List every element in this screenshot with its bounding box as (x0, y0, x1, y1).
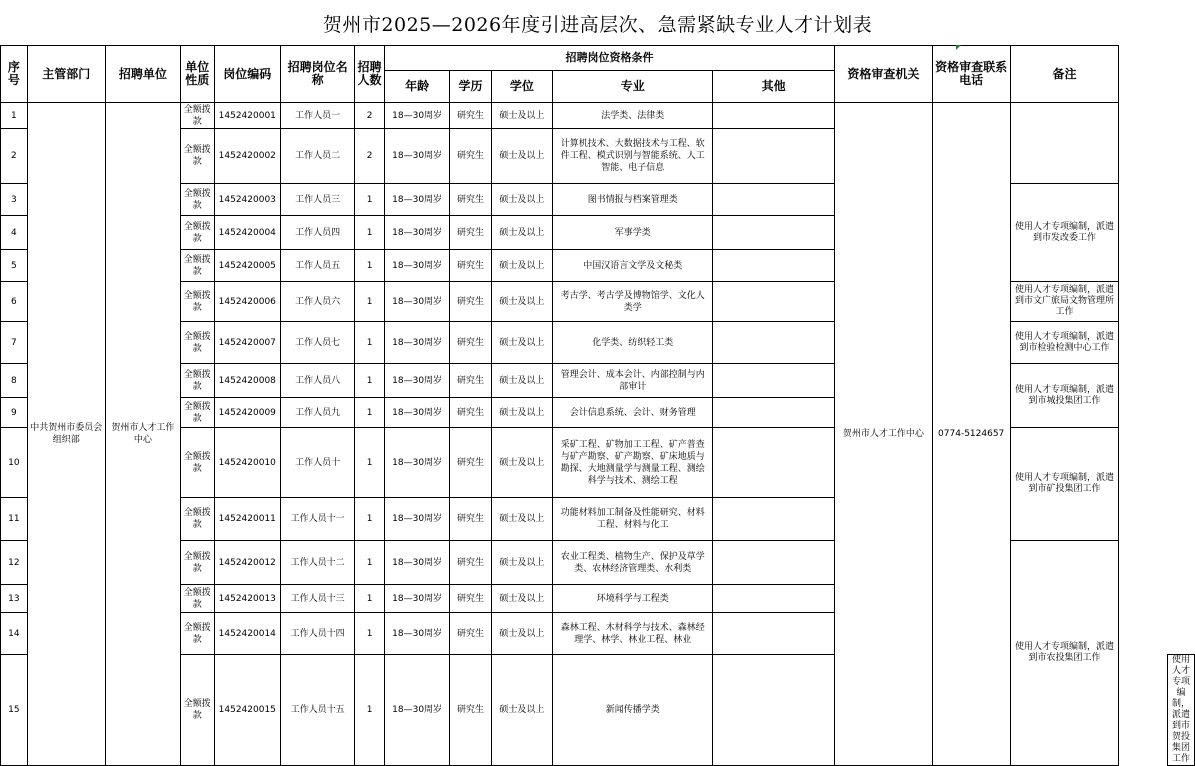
cell-major[interactable]: 化学类、纺织轻工类 (553, 322, 713, 364)
cell-nature[interactable]: 全额拨款 (181, 322, 214, 364)
cell-education[interactable]: 研究生 (450, 103, 491, 129)
cell-age[interactable]: 18—30周岁 (384, 541, 450, 585)
table-row (1, 282, 1195, 322)
cell-major[interactable]: 图书情报与档案管理类 (553, 184, 713, 216)
cell-count[interactable]: 1 (355, 498, 385, 541)
cell-other[interactable] (713, 398, 835, 428)
cell-remark[interactable]: 使用人才专项编制，派遣到市文广旅局文物管理所工作 (1010, 282, 1119, 322)
cell-nature[interactable]: 全额拨款 (181, 428, 214, 498)
cell-age[interactable]: 18—30周岁 (384, 613, 450, 655)
cell-degree[interactable]: 硕士及以上 (491, 282, 553, 322)
cell-major[interactable]: 森林工程、木材科学与技术、森林经理学、林学、林业工程、林业 (553, 613, 713, 655)
cell-code[interactable]: 1452420010 (214, 428, 280, 498)
cell-age[interactable]: 18—30周岁 (384, 498, 450, 541)
cell-other[interactable] (713, 184, 835, 216)
cell-post[interactable]: 工作人员十一 (281, 498, 355, 541)
cell-other[interactable] (713, 364, 835, 398)
cell-count[interactable]: 1 (355, 184, 385, 216)
cell-other[interactable] (713, 498, 835, 541)
cell-remark[interactable]: 使用人才专项编制，派遣到市贺投集团工作 (1168, 655, 1195, 766)
table-row (1, 322, 1195, 364)
cell-count[interactable]: 1 (355, 428, 385, 498)
cell-degree[interactable]: 硕士及以上 (491, 541, 553, 585)
cell-major[interactable]: 采矿工程、矿物加工工程、矿产普查与矿产勘察、矿产勘察、矿床地质与勘探、大地测量学与测量工程、测绘科学与技术、测绘工程 (553, 428, 713, 498)
cell-post[interactable]: 工作人员六 (281, 282, 355, 322)
cell-other[interactable] (713, 216, 835, 250)
header-other: 其他 (713, 71, 835, 103)
cell-degree[interactable]: 硕士及以上 (491, 613, 553, 655)
cell-post[interactable]: 工作人员九 (281, 398, 355, 428)
header-unit: 招聘单位 (105, 46, 180, 103)
cell-nature[interactable]: 全额拨款 (181, 613, 214, 655)
cell-code[interactable]: 1452420003 (214, 184, 280, 216)
cell-age[interactable]: 18—30周岁 (384, 103, 450, 129)
cell-age[interactable]: 18—30周岁 (384, 216, 450, 250)
cell-nature[interactable]: 全额拨款 (181, 541, 214, 585)
cell-age[interactable]: 18—30周岁 (384, 398, 450, 428)
cell-degree[interactable]: 硕士及以上 (491, 585, 553, 613)
cell-count[interactable]: 1 (355, 364, 385, 398)
header-major: 专业 (553, 71, 713, 103)
cell-code[interactable]: 1452420015 (214, 655, 280, 766)
cell-education[interactable]: 研究生 (450, 250, 491, 282)
cell-major[interactable]: 新闻传播学类 (553, 655, 713, 766)
cell-education[interactable]: 研究生 (450, 322, 491, 364)
cell-age[interactable]: 18—30周岁 (384, 428, 450, 498)
cell-age[interactable]: 18—30周岁 (384, 585, 450, 613)
cell-major[interactable]: 考古学、考古学及博物馆学、文化人类学 (553, 282, 713, 322)
cell-code[interactable]: 1452420004 (214, 216, 280, 250)
header-code: 岗位编码 (214, 46, 280, 103)
cell-count[interactable]: 1 (355, 216, 385, 250)
cell-code[interactable]: 1452420001 (214, 103, 280, 129)
cell-seq[interactable]: 14 (1, 613, 28, 655)
cell-education[interactable]: 研究生 (450, 364, 491, 398)
plan-table (0, 45, 1195, 766)
cell-other[interactable] (713, 428, 835, 498)
cell-other[interactable] (713, 322, 835, 364)
cell-other[interactable] (713, 129, 835, 184)
header-phone: 资格审查联系电话 (932, 46, 1010, 103)
blank-column (1119, 46, 1168, 103)
cell-other[interactable] (713, 585, 835, 613)
cell-age[interactable]: 18—30周岁 (384, 282, 450, 322)
cell-nature[interactable]: 全额拨款 (181, 216, 214, 250)
cell-remark[interactable]: 使用人才专项编制，派遣到市检验检测中心工作 (1010, 322, 1119, 364)
cell-phone[interactable]: 0774-5124657 (932, 103, 1010, 766)
cell-remark[interactable] (1010, 103, 1119, 184)
table-row (1, 364, 1195, 398)
header-review: 资格审查机关 (835, 46, 933, 103)
cell-count[interactable]: 2 (355, 103, 385, 129)
cell-major[interactable]: 法学类、法律类 (553, 103, 713, 129)
cell-degree[interactable]: 硕士及以上 (491, 428, 553, 498)
cell-seq[interactable]: 15 (1, 655, 28, 766)
cell-seq[interactable]: 4 (1, 216, 28, 250)
cell-nature[interactable]: 全额拨款 (181, 250, 214, 282)
cell-nature[interactable]: 全额拨款 (181, 655, 214, 766)
cell-dept[interactable]: 中共贺州市委员会组织部 (27, 103, 105, 766)
cell-degree[interactable]: 硕士及以上 (491, 322, 553, 364)
header-conditions: 招聘岗位资格条件 (384, 46, 834, 71)
cell-age[interactable]: 18—30周岁 (384, 364, 450, 398)
header-count: 招聘人数 (355, 46, 385, 103)
cell-degree[interactable]: 硕士及以上 (491, 364, 553, 398)
header-education: 学历 (450, 71, 491, 103)
cell-education[interactable]: 研究生 (450, 282, 491, 322)
cell-education[interactable]: 研究生 (450, 613, 491, 655)
cell-nature[interactable]: 全额拨款 (181, 184, 214, 216)
cell-degree[interactable]: 硕士及以上 (491, 498, 553, 541)
cell-remark[interactable]: 使用人才专项编制，派遣到市农投集团工作 (1010, 541, 1119, 766)
cell-degree[interactable]: 硕士及以上 (491, 398, 553, 428)
cell-degree[interactable]: 硕士及以上 (491, 129, 553, 184)
cell-other[interactable] (713, 655, 835, 766)
cell-degree[interactable]: 硕士及以上 (491, 250, 553, 282)
cell-degree[interactable]: 硕士及以上 (491, 184, 553, 216)
cell-seq[interactable]: 10 (1, 428, 28, 498)
table-row (1, 428, 1195, 498)
cell-education[interactable]: 研究生 (450, 398, 491, 428)
cell-age[interactable]: 18—30周岁 (384, 322, 450, 364)
cell-other[interactable] (713, 613, 835, 655)
cell-post[interactable]: 工作人员十五 (281, 655, 355, 766)
cell-remark[interactable]: 使用人才专项编制，派遣到市城投集团工作 (1010, 364, 1119, 428)
cell-other[interactable] (713, 282, 835, 322)
cell-nature[interactable]: 全额拨款 (181, 364, 214, 398)
cell-post[interactable]: 工作人员十 (281, 428, 355, 498)
cell-seq[interactable]: 11 (1, 498, 28, 541)
header-post: 招聘岗位名称 (281, 46, 355, 103)
cell-age[interactable]: 18—30周岁 (384, 250, 450, 282)
cell-major[interactable]: 会计信息系统、会计、财务管理 (553, 398, 713, 428)
cell-education[interactable]: 研究生 (450, 129, 491, 184)
cell-seq[interactable]: 3 (1, 184, 28, 216)
cell-count[interactable]: 1 (355, 613, 385, 655)
blank-column (1119, 103, 1168, 766)
cell-education[interactable]: 研究生 (450, 184, 491, 216)
spreadsheet (0, 45, 1195, 766)
cell-nature[interactable]: 全额拨款 (181, 282, 214, 322)
cell-other[interactable] (713, 541, 835, 585)
cell-code[interactable]: 1452420014 (214, 613, 280, 655)
cell-major[interactable]: 管理会计、成本会计、内部控制与内部审计 (553, 364, 713, 398)
cell-post[interactable]: 工作人员三 (281, 184, 355, 216)
cell-other[interactable] (713, 250, 835, 282)
cell-post[interactable]: 工作人员十四 (281, 613, 355, 655)
cell-education[interactable]: 研究生 (450, 655, 491, 766)
cell-nature[interactable]: 全额拨款 (181, 398, 214, 428)
cell-post[interactable]: 工作人员七 (281, 322, 355, 364)
cell-age[interactable]: 18—30周岁 (384, 184, 450, 216)
cell-seq[interactable]: 1 (1, 103, 28, 129)
cell-remark[interactable]: 使用人才专项编制，派遣到市发改委工作 (1010, 184, 1119, 282)
cell-nature[interactable]: 全额拨款 (181, 103, 214, 129)
cell-seq[interactable]: 12 (1, 541, 28, 585)
header-dept: 主管部门 (27, 46, 105, 103)
cell-code[interactable]: 1452420008 (214, 364, 280, 398)
cell-seq[interactable]: 8 (1, 364, 28, 398)
cell-other[interactable] (713, 103, 835, 129)
cell-degree[interactable]: 硕士及以上 (491, 216, 553, 250)
cell-post[interactable]: 工作人员二 (281, 129, 355, 184)
cell-code[interactable]: 1452420009 (214, 398, 280, 428)
cell-comment-marker (956, 45, 961, 50)
cell-seq[interactable]: 2 (1, 129, 28, 184)
cell-code[interactable]: 1452420002 (214, 129, 280, 184)
cell-code[interactable]: 1452420007 (214, 322, 280, 364)
cell-education[interactable]: 研究生 (450, 541, 491, 585)
cell-nature[interactable]: 全额拨款 (181, 498, 214, 541)
header-age: 年龄 (384, 71, 450, 103)
header-seq: 序号 (1, 46, 28, 103)
cell-count[interactable]: 1 (355, 398, 385, 428)
cell-code[interactable]: 1452420013 (214, 585, 280, 613)
cell-count[interactable]: 1 (355, 585, 385, 613)
cell-post[interactable]: 工作人员五 (281, 250, 355, 282)
cell-major[interactable]: 计算机技术、大数据技术与工程、软件工程、模式识别与智能系统、人工智能、电子信息 (553, 129, 713, 184)
cell-unit[interactable]: 贺州市人才工作中心 (105, 103, 180, 766)
cell-degree[interactable]: 硕士及以上 (491, 103, 553, 129)
cell-code[interactable]: 1452420012 (214, 541, 280, 585)
cell-count[interactable]: 2 (355, 129, 385, 184)
cell-code[interactable]: 1452420011 (214, 498, 280, 541)
cell-nature[interactable]: 全额拨款 (181, 129, 214, 184)
table-row (1, 184, 1195, 216)
cell-code[interactable]: 1452420005 (214, 250, 280, 282)
cell-degree[interactable]: 硕士及以上 (491, 655, 553, 766)
cell-age[interactable]: 18—30周岁 (384, 655, 450, 766)
cell-post[interactable]: 工作人员十二 (281, 541, 355, 585)
cell-major[interactable]: 功能材料加工制备及性能研究、材料工程、材料与化工 (553, 498, 713, 541)
cell-count[interactable]: 1 (355, 322, 385, 364)
header-nature: 单位性质 (181, 46, 214, 103)
cell-count[interactable]: 1 (355, 655, 385, 766)
cell-major[interactable]: 军事学类 (553, 216, 713, 250)
cell-code[interactable]: 1452420006 (214, 282, 280, 322)
cell-education[interactable]: 研究生 (450, 585, 491, 613)
cell-major[interactable]: 农业工程类、植物生产、保护及草学类、农林经济管理类、水利类 (553, 541, 713, 585)
cell-education[interactable]: 研究生 (450, 498, 491, 541)
cell-post[interactable]: 工作人员十三 (281, 585, 355, 613)
cell-education[interactable]: 研究生 (450, 428, 491, 498)
header-degree: 学位 (491, 71, 553, 103)
page-title: 贺州市2025—2026年度引进高层次、急需紧缺专业人才计划表 (322, 13, 873, 36)
cell-age[interactable]: 18—30周岁 (384, 129, 450, 184)
cell-major[interactable]: 环境科学与工程类 (553, 585, 713, 613)
cell-post[interactable]: 工作人员四 (281, 216, 355, 250)
cell-seq[interactable]: 7 (1, 322, 28, 364)
cell-count[interactable]: 1 (355, 282, 385, 322)
cell-nature[interactable]: 全额拨款 (181, 585, 214, 613)
cell-post[interactable]: 工作人员一 (281, 103, 355, 129)
cell-education[interactable]: 研究生 (450, 216, 491, 250)
cell-seq[interactable]: 6 (1, 282, 28, 322)
cell-post[interactable]: 工作人员八 (281, 364, 355, 398)
table-row (1, 103, 1195, 129)
cell-review[interactable]: 贺州市人才工作中心 (835, 103, 933, 766)
cell-remark[interactable]: 使用人才专项编制，派遣到市矿投集团工作 (1010, 428, 1119, 541)
table-row (1, 541, 1195, 585)
cell-major[interactable]: 中国汉语言文学及文秘类 (553, 250, 713, 282)
cell-seq[interactable]: 5 (1, 250, 28, 282)
cell-seq[interactable]: 9 (1, 398, 28, 428)
cell-seq[interactable]: 13 (1, 585, 28, 613)
cell-count[interactable]: 1 (355, 541, 385, 585)
cell-count[interactable]: 1 (355, 250, 385, 282)
header-remark: 备注 (1010, 46, 1119, 103)
